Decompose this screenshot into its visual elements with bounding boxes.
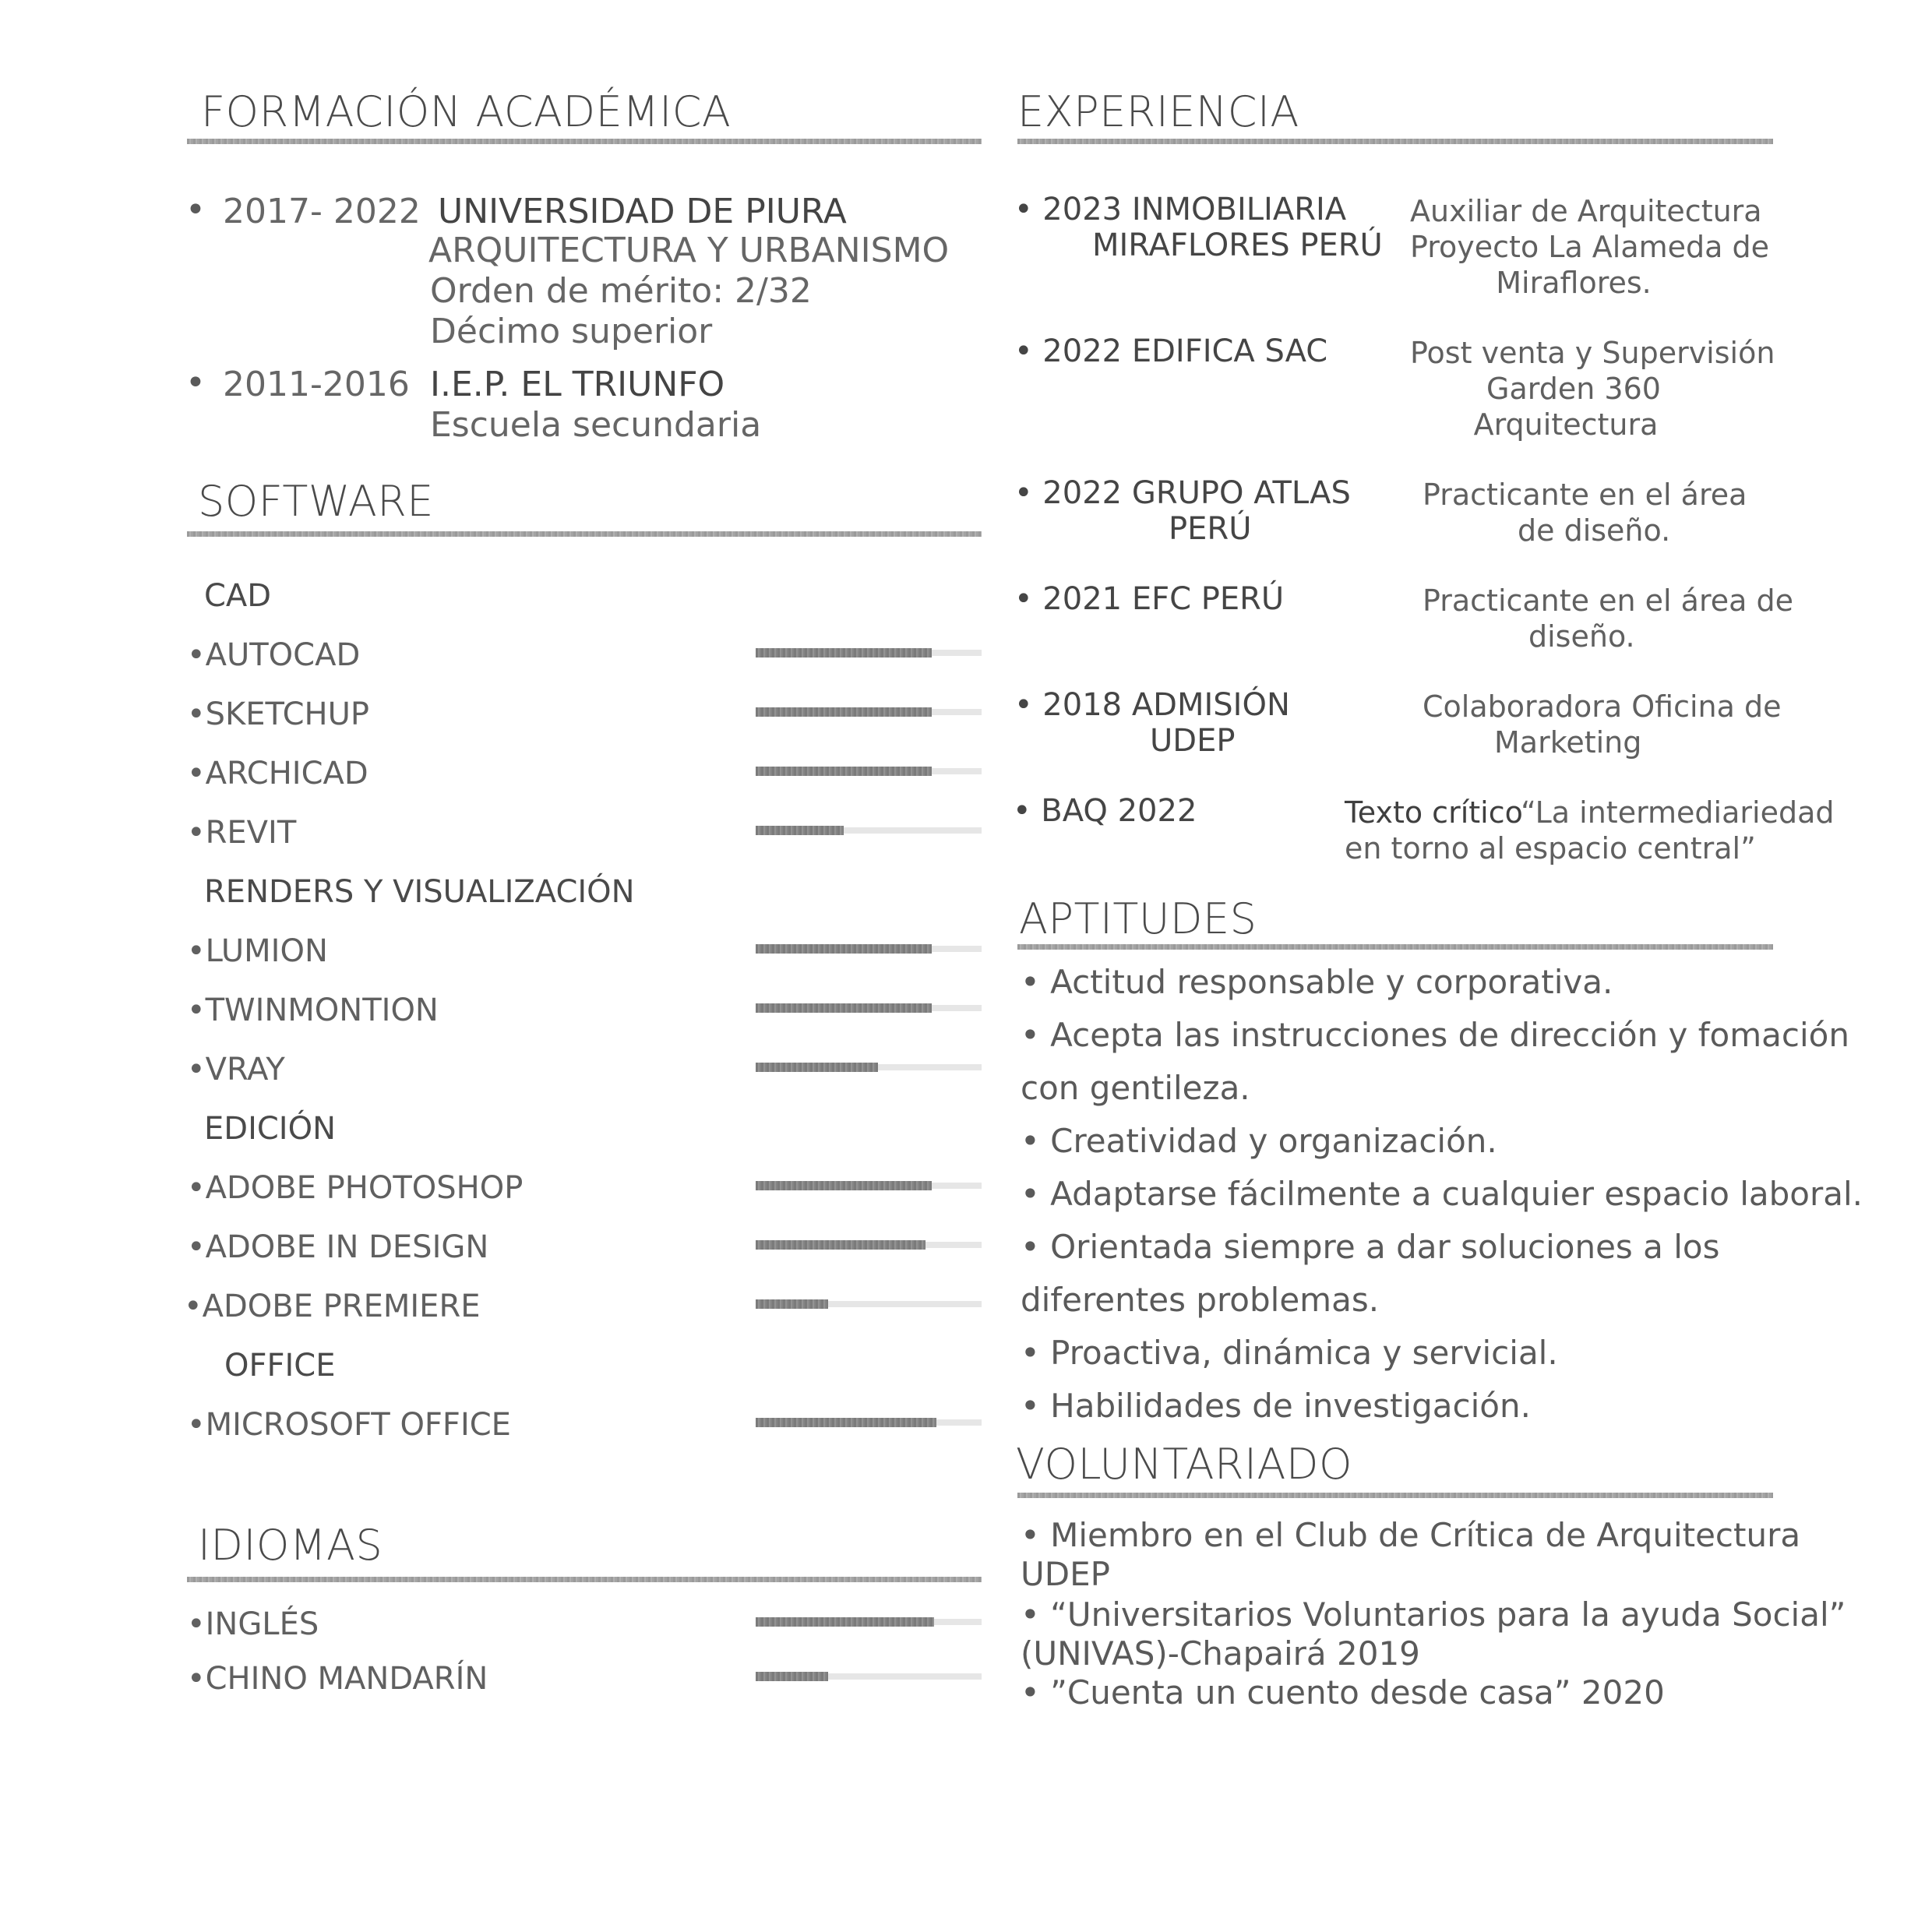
skill-name: •REVIT: [187, 815, 297, 851]
skill-bar: [756, 1240, 982, 1250]
experience-org: • BAQ 2022: [1013, 793, 1197, 829]
formacion-divider: [187, 139, 982, 144]
experience-desc: en torno al espacio central”: [1345, 831, 1756, 866]
skill-bar: [756, 1299, 982, 1309]
critical-text-label: Texto crítico: [1345, 795, 1521, 830]
skill-name: •ARCHICAD: [187, 756, 368, 791]
aptitude-line: • Acepta las instrucciones de dirección y fomación: [1021, 1016, 1849, 1054]
skill-bar: [756, 1181, 982, 1190]
experience-org: • 2022 GRUPO ATLAS: [1014, 475, 1351, 511]
aptitudes-divider: [1017, 944, 1773, 950]
experience-desc: Practicante en el área: [1423, 478, 1747, 512]
experience-org: • 2023 INMOBILIARIA: [1014, 192, 1347, 227]
skill-name: •MICROSOFT OFFICE: [187, 1407, 511, 1443]
voluntariado-divider: [1017, 1493, 1773, 1498]
experience-org: MIRAFLORES PERÚ: [1092, 227, 1383, 263]
bullet-dot: •: [185, 363, 206, 403]
skill-bar: [756, 707, 982, 717]
skill-bar: [756, 767, 982, 776]
experience-org: • 2021 EFC PERÚ: [1014, 581, 1285, 617]
idiomas-divider: [187, 1577, 982, 1582]
idiomas-heading: IDIOMAS: [198, 1521, 383, 1570]
language-bar: [756, 1617, 982, 1627]
skill-name: •AUTOCAD: [187, 637, 361, 673]
software-category: CAD: [204, 578, 272, 614]
volunteer-line: (UNIVAS)-Chapairá 2019: [1021, 1634, 1420, 1673]
skill-name: •ADOBE PREMIERE: [184, 1289, 481, 1324]
skill-bar: [756, 1003, 982, 1013]
formacion-line: ARQUITECTURA Y URBANISMO: [428, 231, 950, 270]
aptitude-line: • Actitud responsable y corporativa.: [1021, 963, 1613, 1001]
software-category: RENDERS Y VISUALIZACIÓN: [204, 874, 635, 910]
formacion-years: 2017- 2022: [223, 192, 421, 231]
experience-desc: Post venta y Supervisión: [1410, 336, 1775, 370]
formacion-line: Décimo superior: [430, 312, 713, 351]
experience-desc: Garden 360: [1486, 372, 1661, 406]
skill-bar: [756, 648, 982, 658]
aptitudes-heading: APTITUDES: [1019, 894, 1257, 943]
aptitude-line: • Proactiva, dinámica y servicial.: [1021, 1334, 1558, 1372]
experience-org: • 2018 ADMISIÓN: [1014, 687, 1290, 723]
experience-org: PERÚ: [1169, 511, 1252, 547]
aptitude-line: diferentes problemas.: [1021, 1281, 1380, 1319]
experience-desc: Practicante en el área de: [1423, 583, 1794, 618]
aptitude-line: • Creatividad y organización.: [1021, 1122, 1497, 1160]
skill-bar: [756, 826, 982, 835]
aptitude-line: • Adaptarse fácilmente a cualquier espacio laboral.: [1021, 1175, 1863, 1213]
critical-text-title: “La intermediariedad: [1521, 795, 1835, 830]
skill-name: •ADOBE PHOTOSHOP: [187, 1170, 524, 1206]
volunteer-line: • “Universitarios Voluntarios para la ayuda Social”: [1021, 1595, 1846, 1634]
software-category: OFFICE: [224, 1348, 336, 1384]
experience-desc: [1345, 795, 1834, 830]
aptitude-line: con gentileza.: [1021, 1069, 1250, 1107]
software-divider: [187, 531, 982, 537]
aptitude-line: • Habilidades de investigación.: [1021, 1387, 1531, 1425]
voluntariado-heading: VOLUNTARIADO: [1016, 1440, 1353, 1489]
experiencia-divider: [1017, 139, 1773, 144]
volunteer-line: • Miembro en el Club de Crítica de Arquitectura: [1021, 1516, 1801, 1554]
skill-name: •TWINMONTION: [187, 992, 439, 1028]
language-name: •CHINO MANDARÍN: [187, 1661, 488, 1697]
skill-name: •LUMION: [187, 933, 328, 969]
software-heading: SOFTWARE: [198, 477, 434, 526]
formacion-school: UNIVERSIDAD DE PIURA: [438, 192, 847, 231]
software-category: EDICIÓN: [204, 1111, 337, 1147]
experience-desc: Proyecto La Alameda de: [1410, 230, 1770, 264]
aptitude-line: • Orientada siempre a dar soluciones a los: [1021, 1228, 1720, 1266]
bullet-dot: •: [185, 190, 206, 230]
formacion-school: I.E.P. EL TRIUNFO: [430, 365, 725, 404]
language-name: •INGLÉS: [187, 1606, 319, 1642]
experience-desc: de diseño.: [1518, 513, 1671, 548]
formacion-line: Escuela secundaria: [430, 405, 762, 445]
skill-name: •SKETCHUP: [187, 696, 369, 732]
language-bar: [756, 1672, 982, 1681]
experience-desc: Arquitectura: [1473, 407, 1659, 442]
formacion-years: 2011-2016: [223, 365, 410, 404]
volunteer-line: UDEP: [1021, 1555, 1110, 1593]
experience-desc: Colaboradora Oficina de: [1423, 689, 1782, 724]
experience-desc: Miraflores.: [1496, 266, 1652, 300]
experience-desc: Marketing: [1494, 725, 1642, 760]
experience-desc: Auxiliar de Arquitectura: [1410, 194, 1762, 228]
skill-bar: [756, 1063, 982, 1072]
experience-org: • 2022 EDIFICA SAC: [1014, 333, 1328, 369]
skill-bar: [756, 1418, 982, 1427]
skill-name: •ADOBE IN DESIGN: [187, 1229, 489, 1265]
experience-org: UDEP: [1150, 723, 1236, 759]
formacion-heading: FORMACIÓN ACADÉMICA: [201, 87, 732, 136]
experience-desc: diseño.: [1528, 619, 1635, 654]
volunteer-line: • ”Cuenta un cuento desde casa” 2020: [1021, 1673, 1665, 1712]
formacion-line: Orden de mérito: 2/32: [430, 271, 812, 311]
experiencia-heading: EXPERIENCIA: [1017, 87, 1299, 136]
skill-bar: [756, 944, 982, 954]
skill-name: •VRAY: [187, 1052, 285, 1088]
